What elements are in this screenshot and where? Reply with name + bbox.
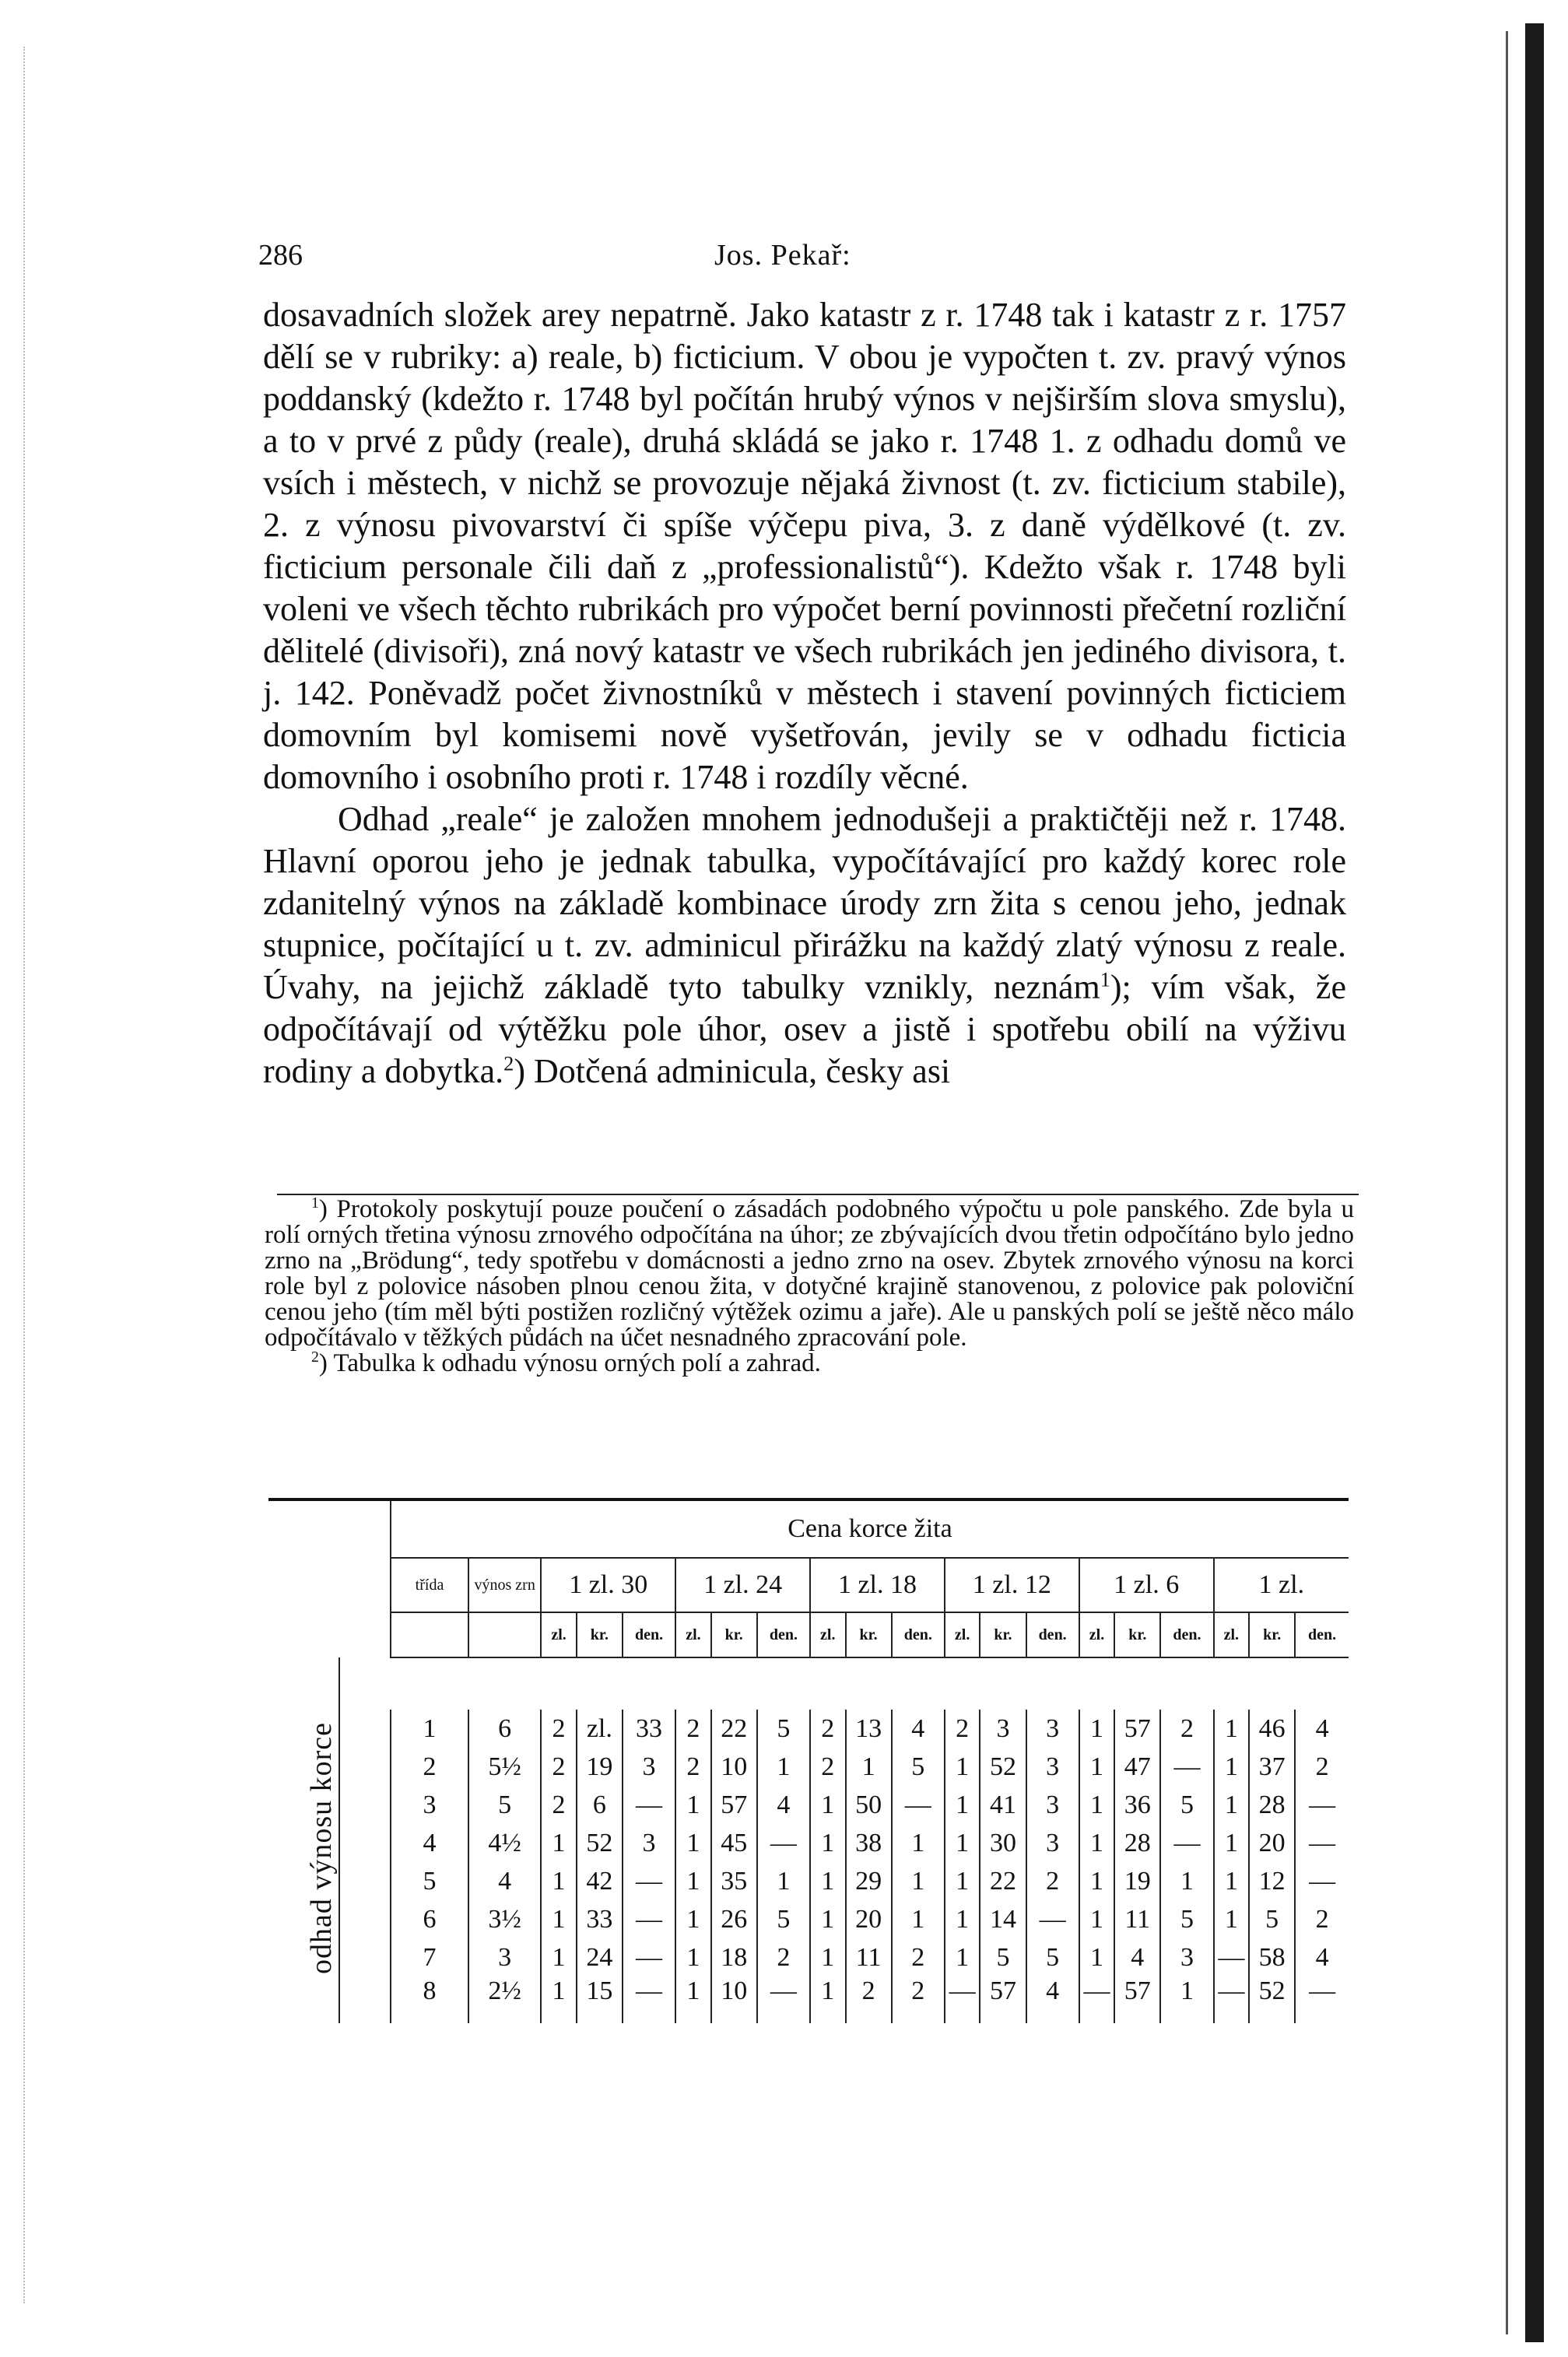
yield-cell: 6 bbox=[468, 1710, 541, 1748]
yield-table bbox=[268, 1498, 1349, 2043]
value-cell: 1 bbox=[945, 1862, 980, 1900]
value-cell: 19 bbox=[1114, 1862, 1160, 1900]
unit-subhead: den. bbox=[623, 1612, 675, 1657]
value-cell: 1 bbox=[810, 1938, 845, 1976]
unit-subhead: den. bbox=[1295, 1612, 1349, 1657]
value-cell: 3 bbox=[980, 1710, 1026, 1748]
value-cell: — bbox=[623, 1862, 675, 1900]
row-label-gutter bbox=[339, 1900, 391, 1938]
value-cell: 42 bbox=[577, 1862, 623, 1900]
value-cell: 33 bbox=[577, 1900, 623, 1938]
footnote-2-mark: 2 bbox=[311, 1349, 319, 1366]
value-cell: 1 bbox=[675, 1862, 710, 1900]
price-group-head: 1 zl. bbox=[1214, 1558, 1349, 1612]
unit-subhead: zl. bbox=[945, 1612, 980, 1657]
value-cell: 47 bbox=[1114, 1748, 1160, 1786]
value-cell: 1 bbox=[892, 1862, 945, 1900]
footnotes bbox=[265, 1194, 1354, 1377]
value-cell: 1 bbox=[892, 1900, 945, 1938]
value-cell: 1 bbox=[1160, 1976, 1213, 2023]
value-cell: 1 bbox=[945, 1748, 980, 1786]
class-cell: 1 bbox=[391, 1710, 468, 1748]
value-cell: 1 bbox=[541, 1862, 576, 1900]
value-cell: 2 bbox=[757, 1938, 810, 1976]
value-cell: 11 bbox=[1114, 1900, 1160, 1938]
value-cell: 1 bbox=[757, 1748, 810, 1786]
value-cell: — bbox=[623, 1900, 675, 1938]
col-head-blank bbox=[468, 1612, 541, 1657]
value-cell: 11 bbox=[846, 1938, 892, 1976]
unit-subhead: den. bbox=[1026, 1612, 1079, 1657]
unit-subhead: kr. bbox=[1114, 1612, 1160, 1657]
value-cell: — bbox=[1160, 1824, 1213, 1862]
value-cell: 37 bbox=[1249, 1748, 1295, 1786]
value-cell: 1 bbox=[945, 1938, 980, 1976]
value-cell: 41 bbox=[980, 1786, 1026, 1824]
value-cell: 28 bbox=[1249, 1786, 1295, 1824]
table-row bbox=[268, 1786, 1349, 1824]
row-label-gutter bbox=[339, 1976, 391, 2023]
value-cell: 1 bbox=[675, 1900, 710, 1938]
table-row bbox=[268, 1938, 1349, 1976]
value-cell: 12 bbox=[1249, 1862, 1295, 1900]
col-head-blank bbox=[391, 1612, 468, 1657]
value-cell: 2 bbox=[1026, 1862, 1079, 1900]
value-cell: 57 bbox=[1114, 1710, 1160, 1748]
paragraph-2-end: ) Dotčená adminicula, česky asi bbox=[514, 1052, 951, 1090]
class-cell: 6 bbox=[391, 1900, 468, 1938]
value-cell: 2 bbox=[1295, 1900, 1349, 1938]
class-cell: 8 bbox=[391, 1976, 468, 2023]
value-cell: 5 bbox=[1160, 1900, 1213, 1938]
paragraph-1: dosavadních složek arey nepatrně. Jako katastr z r. 1748 tak i katastr z r. 1757 dělí se v rubriky: a) reale, b) ficticium. V obou je vypočten t. zv. pravý výnos poddanský (kdežto r. 1748 byl počítán hrubý výnos v nejširším slova smyslu), a to v prvé z půdy (reale), druhá skládá se jako r. 1748 1. z odhadu domů ve vsích i městech, v nichž se provozuje nějaká živnost (t. zv. ficticium stabile), 2. z výnosu pivovarství či spíše výčepu piva, 3. z daně výdělkové (t. zv. ficticium personale čili daň z „professionalistů“). Kdežto však r. 1748 byli voleni ve všech těchto rubrikách pro výpočet berní povinnosti přečetní rozliční dělitelé (divisoři), zná nový katastr ve všech rubrikách jen jediného divisora, t. j. 142. Poněvadž počet živnostníků v městech i stavení povinných ficticiem domovním byl komisemi nově vyšetřován, jevily se v odhadu ficticia domovního i osobního proti r. 1748 i rozdíly věcné. bbox=[263, 296, 1346, 796]
table-corner bbox=[268, 1499, 391, 1558]
value-cell: 1 bbox=[1079, 1748, 1114, 1786]
value-cell: 6 bbox=[577, 1786, 623, 1824]
value-cell: 4 bbox=[757, 1786, 810, 1824]
unit-subhead: zl. bbox=[810, 1612, 845, 1657]
value-cell: 1 bbox=[846, 1748, 892, 1786]
value-cell: 4 bbox=[1295, 1710, 1349, 1748]
value-cell: 1 bbox=[675, 1938, 710, 1976]
value-cell: 5 bbox=[980, 1938, 1026, 1976]
value-cell: 1 bbox=[810, 1976, 845, 2023]
value-cell: zl. bbox=[577, 1710, 623, 1748]
body-text bbox=[263, 294, 1346, 1093]
value-cell: — bbox=[1214, 1976, 1249, 2023]
footnote-2 bbox=[265, 1351, 1354, 1377]
value-cell: 52 bbox=[577, 1824, 623, 1862]
value-cell: 57 bbox=[711, 1786, 757, 1824]
value-cell: 19 bbox=[577, 1748, 623, 1786]
value-cell: 1 bbox=[541, 1938, 576, 1976]
value-cell: 1 bbox=[675, 1786, 710, 1824]
value-cell: 1 bbox=[1079, 1824, 1114, 1862]
value-cell: — bbox=[623, 1976, 675, 2023]
unit-subhead: kr. bbox=[711, 1612, 757, 1657]
class-cell: 7 bbox=[391, 1938, 468, 1976]
col-head-trida: třída bbox=[391, 1558, 468, 1612]
unit-subhead: den. bbox=[892, 1612, 945, 1657]
value-cell: 3 bbox=[1026, 1710, 1079, 1748]
row-label-gutter bbox=[339, 1862, 391, 1900]
footnote-ref-2: 2 bbox=[503, 1051, 514, 1075]
footnote-1-text: ) Protokoly poskytují pouze poučení o zásadách podobného výpočtu u pole panského. Zde byla u rolí orných třetina výnosu zrnového odpočítána na úhor; ze zbývajících dvou třetin odpočítáno bylo jedno zrno na „Brödung“, tedy spotřebu v domácnosti a jedno zrno na osev. Zbytek zrnového výnosu na korci role byl z polovice násoben plnou cenou žita, v dotyčné krajině stanovenou, z polovice pak poloviční cenou jeho (tím měl býti postižen rozličný výtěžek ozimu a jaře). Ale u panských polí se ještě něco málo odpočítávalo v těžkých půdách na účet nesnadného zpracování pole. bbox=[265, 1195, 1354, 1352]
price-group-head: 1 zl. 30 bbox=[541, 1558, 675, 1612]
unit-subhead: zl. bbox=[1079, 1612, 1114, 1657]
value-cell: 46 bbox=[1249, 1710, 1295, 1748]
value-cell: 2 bbox=[541, 1786, 576, 1824]
value-cell: 36 bbox=[1114, 1786, 1160, 1824]
value-cell: 33 bbox=[623, 1710, 675, 1748]
value-cell: 1 bbox=[1160, 1862, 1213, 1900]
value-cell: 10 bbox=[711, 1748, 757, 1786]
unit-subhead: den. bbox=[1160, 1612, 1213, 1657]
value-cell: 2 bbox=[1295, 1748, 1349, 1786]
value-cell: 2 bbox=[810, 1748, 845, 1786]
value-cell: — bbox=[1214, 1938, 1249, 1976]
value-cell: 1 bbox=[945, 1900, 980, 1938]
value-cell: 20 bbox=[846, 1900, 892, 1938]
value-cell: — bbox=[1160, 1748, 1213, 1786]
yield-cell: 5½ bbox=[468, 1748, 541, 1786]
value-cell: 50 bbox=[846, 1786, 892, 1824]
value-cell: — bbox=[1295, 1824, 1349, 1862]
value-cell: 1 bbox=[541, 1900, 576, 1938]
value-cell: 5 bbox=[1249, 1900, 1295, 1938]
value-cell: 4 bbox=[1026, 1976, 1079, 2023]
value-cell: 4 bbox=[1114, 1938, 1160, 1976]
value-cell: 1 bbox=[810, 1862, 845, 1900]
footnote-1-mark: 1 bbox=[311, 1194, 319, 1212]
value-cell: — bbox=[1295, 1976, 1349, 2023]
value-cell: — bbox=[1026, 1900, 1079, 1938]
yield-cell: 3½ bbox=[468, 1900, 541, 1938]
yield-cell: 2½ bbox=[468, 1976, 541, 2023]
vertical-row-label bbox=[302, 1673, 341, 2023]
value-cell: 22 bbox=[980, 1862, 1026, 1900]
value-cell: 28 bbox=[1114, 1824, 1160, 1862]
value-cell: 5 bbox=[757, 1710, 810, 1748]
value-cell: 14 bbox=[980, 1900, 1026, 1938]
value-cell: 1 bbox=[1079, 1900, 1114, 1938]
price-group-head: 1 zl. 12 bbox=[945, 1558, 1079, 1612]
running-head: Jos. Pekař: bbox=[714, 239, 851, 272]
value-cell: 1 bbox=[1214, 1900, 1249, 1938]
value-cell: 2 bbox=[675, 1710, 710, 1748]
price-group-head: 1 zl. 6 bbox=[1079, 1558, 1214, 1612]
value-cell: 1 bbox=[810, 1824, 845, 1862]
table-row bbox=[268, 1976, 1349, 2023]
unit-subhead: kr. bbox=[1249, 1612, 1295, 1657]
value-cell: 2 bbox=[541, 1748, 576, 1786]
value-cell: 22 bbox=[711, 1710, 757, 1748]
value-cell: 35 bbox=[711, 1862, 757, 1900]
class-cell: 2 bbox=[391, 1748, 468, 1786]
value-cell: 20 bbox=[1249, 1824, 1295, 1862]
value-cell: 5 bbox=[1026, 1938, 1079, 1976]
value-cell: — bbox=[623, 1786, 675, 1824]
value-cell: 10 bbox=[711, 1976, 757, 2023]
table-corner-lower bbox=[268, 1558, 391, 1657]
spacer-cell bbox=[339, 1657, 1349, 1710]
price-caption: Cena korce žita bbox=[391, 1499, 1349, 1558]
value-cell: 1 bbox=[757, 1862, 810, 1900]
value-cell: 58 bbox=[1249, 1938, 1295, 1976]
value-cell: 30 bbox=[980, 1824, 1026, 1862]
value-cell: 3 bbox=[623, 1748, 675, 1786]
class-cell: 4 bbox=[391, 1824, 468, 1862]
unit-subhead: zl. bbox=[1214, 1612, 1249, 1657]
value-cell: 5 bbox=[1160, 1786, 1213, 1824]
table-row bbox=[268, 1710, 1349, 1748]
unit-subhead: kr. bbox=[577, 1612, 623, 1657]
value-cell: 52 bbox=[980, 1748, 1026, 1786]
table-row bbox=[268, 1900, 1349, 1938]
row-label-gutter bbox=[339, 1824, 391, 1862]
page-number: 286 bbox=[258, 239, 303, 272]
value-cell: — bbox=[945, 1976, 980, 2023]
value-cell: 1 bbox=[1079, 1786, 1114, 1824]
page-edge-marks bbox=[23, 47, 28, 2303]
value-cell: 1 bbox=[541, 1824, 576, 1862]
value-cell: 4 bbox=[1295, 1938, 1349, 1976]
value-cell: 2 bbox=[892, 1976, 945, 2023]
yield-table-grid bbox=[268, 1498, 1349, 2023]
value-cell: — bbox=[757, 1976, 810, 2023]
price-group-head: 1 zl. 24 bbox=[675, 1558, 810, 1612]
row-label-gutter bbox=[339, 1748, 391, 1786]
value-cell: 57 bbox=[1114, 1976, 1160, 2023]
unit-subhead: kr. bbox=[980, 1612, 1026, 1657]
value-cell: 5 bbox=[757, 1900, 810, 1938]
value-cell: 1 bbox=[541, 1976, 576, 2023]
col-head-vynos: výnos zrn bbox=[468, 1558, 541, 1612]
yield-cell: 4½ bbox=[468, 1824, 541, 1862]
value-cell: 1 bbox=[1214, 1862, 1249, 1900]
unit-subhead: zl. bbox=[675, 1612, 710, 1657]
value-cell: 57 bbox=[980, 1976, 1026, 2023]
value-cell: 24 bbox=[577, 1938, 623, 1976]
unit-subhead: zl. bbox=[541, 1612, 576, 1657]
value-cell: — bbox=[623, 1938, 675, 1976]
footnote-1 bbox=[265, 1194, 1354, 1352]
row-label-gutter bbox=[339, 1938, 391, 1976]
value-cell: 3 bbox=[1160, 1938, 1213, 1976]
value-cell: 2 bbox=[945, 1710, 980, 1748]
unit-subhead: kr. bbox=[846, 1612, 892, 1657]
scan-edge-shadow bbox=[1525, 23, 1544, 2342]
value-cell: 52 bbox=[1249, 1976, 1295, 2023]
page-header bbox=[258, 238, 1356, 285]
value-cell: — bbox=[1295, 1786, 1349, 1824]
value-cell: 45 bbox=[711, 1824, 757, 1862]
footnote-ref-1: 1 bbox=[1100, 967, 1110, 991]
value-cell: — bbox=[757, 1824, 810, 1862]
value-cell: 3 bbox=[1026, 1748, 1079, 1786]
row-label-gutter bbox=[339, 1786, 391, 1824]
value-cell: 3 bbox=[1026, 1786, 1079, 1824]
value-cell: 38 bbox=[846, 1824, 892, 1862]
value-cell: 1 bbox=[675, 1824, 710, 1862]
yield-cell: 4 bbox=[468, 1862, 541, 1900]
value-cell: 1 bbox=[892, 1824, 945, 1862]
value-cell: 1 bbox=[810, 1900, 845, 1938]
value-cell: 18 bbox=[711, 1938, 757, 1976]
table-row bbox=[268, 1862, 1349, 1900]
paragraph-2 bbox=[263, 798, 1346, 1093]
value-cell: 2 bbox=[1160, 1710, 1213, 1748]
vertical-row-label-text: odhad výnosu korce bbox=[305, 1721, 338, 1975]
value-cell: 1 bbox=[1079, 1710, 1114, 1748]
table-row bbox=[268, 1748, 1349, 1786]
paragraph-2-start: Odhad „reale“ je založen mnohem jednodušeji a praktičtěji než r. 1748. Hlavní oporou jeho je jednak tabulka, vypočítávající pro každý korec role zdanitelný výnos na základě kombinace úrody zrn žita s cenou jeho, jednak stupnice, počítající u t. zv. adminicul přirážku na každý zlatý výnosu z reale. Úvahy, na jejichž základě tyto tabulky vznikly, neznám bbox=[263, 800, 1346, 1006]
value-cell: 1 bbox=[675, 1976, 710, 2023]
class-cell: 3 bbox=[391, 1786, 468, 1824]
value-cell: 3 bbox=[623, 1824, 675, 1862]
value-cell: 2 bbox=[892, 1938, 945, 1976]
scan-edge-line bbox=[1506, 31, 1508, 2334]
value-cell: 1 bbox=[1079, 1862, 1114, 1900]
paragraph-2-middle: ); vím však, že odpočítávají od výtěžku pole úhor, osev a jistě i spotřebu obilí na výživu rodiny a dobytka. bbox=[263, 968, 1346, 1090]
value-cell: 5 bbox=[892, 1748, 945, 1786]
value-cell: 2 bbox=[675, 1748, 710, 1786]
yield-cell: 5 bbox=[468, 1786, 541, 1824]
value-cell: 1 bbox=[945, 1824, 980, 1862]
value-cell: 13 bbox=[846, 1710, 892, 1748]
value-cell: 1 bbox=[1214, 1748, 1249, 1786]
unit-subhead: den. bbox=[757, 1612, 810, 1657]
value-cell: 1 bbox=[1079, 1938, 1114, 1976]
table-row bbox=[268, 1824, 1349, 1862]
value-cell: 29 bbox=[846, 1862, 892, 1900]
value-cell: 2 bbox=[810, 1710, 845, 1748]
yield-cell: 3 bbox=[468, 1938, 541, 1976]
row-label-gutter bbox=[339, 1710, 391, 1748]
price-group-head: 1 zl. 18 bbox=[810, 1558, 945, 1612]
value-cell: 1 bbox=[1214, 1710, 1249, 1748]
value-cell: — bbox=[892, 1786, 945, 1824]
value-cell: 1 bbox=[945, 1786, 980, 1824]
footnote-2-text: ) Tabulka k odhadu výnosu orných polí a zahrad. bbox=[318, 1349, 821, 1377]
value-cell: 1 bbox=[810, 1786, 845, 1824]
value-cell: — bbox=[1295, 1862, 1349, 1900]
value-cell: 1 bbox=[1214, 1824, 1249, 1862]
value-cell: 4 bbox=[892, 1710, 945, 1748]
value-cell: — bbox=[1079, 1976, 1114, 2023]
value-cell: 3 bbox=[1026, 1824, 1079, 1862]
value-cell: 15 bbox=[577, 1976, 623, 2023]
value-cell: 1 bbox=[1214, 1786, 1249, 1824]
class-cell: 5 bbox=[391, 1862, 468, 1900]
value-cell: 2 bbox=[846, 1976, 892, 2023]
value-cell: 2 bbox=[541, 1710, 576, 1748]
value-cell: 26 bbox=[711, 1900, 757, 1938]
